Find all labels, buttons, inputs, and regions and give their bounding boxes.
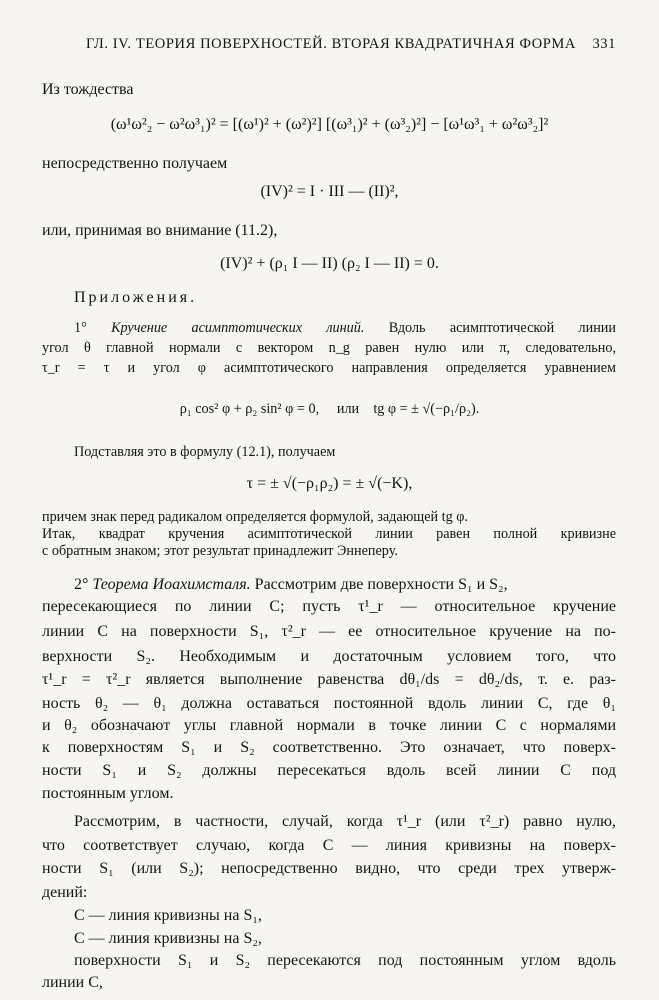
- formula-angle-or: или: [336, 401, 360, 417]
- chapter-title: ГЛ. IV. ТЕОРИЯ ПОВЕРХНОСТЕЙ. ВТОРАЯ КВАДРАТИЧНАЯ ФОРМА: [86, 36, 576, 52]
- text-line: и θ₂ обозначают углы главной нормали в точке линии C с нормалями: [42, 717, 616, 734]
- section2-number: 2°: [74, 576, 89, 593]
- section1-first-line: [42, 321, 616, 335]
- text-line: Из тождества: [42, 81, 134, 98]
- section1-number: 1°: [74, 320, 87, 336]
- text-line: к поверхностям S₁ и S₂ соответственно. Это означает, что поверх-: [42, 739, 616, 756]
- statement-item: C — линия кривизны на S₁,: [74, 907, 262, 924]
- section2-title: Теорема Иоахимсталя.: [92, 576, 251, 593]
- text-line: τ_r = τ и угол φ асимптотического направления определяется уравнением: [42, 360, 616, 376]
- text-line: линии C на поверхности S₁, τ²_r — ее относительное кручение на по-: [42, 623, 616, 640]
- formula-tau: τ = ± √(−ρ₁ρ₂) = ± √(−K),: [246, 475, 413, 492]
- text-line: дений:: [42, 884, 88, 901]
- formula-iv-expanded: (IV)² + (ρ₁ I — II) (ρ₂ I — II) = 0.: [220, 255, 439, 272]
- text-line: Итак, квадрат кручения асимптотической линии равен полной кривизне: [42, 526, 616, 542]
- text-line: причем знак перед радикалом определяется формулой, задающей tg φ.: [42, 509, 468, 525]
- text-line: τ¹_r = τ²_r является выполнение равенства dθ₁/ds = dθ₂/ds, т. е. раз-: [42, 671, 616, 688]
- formula-angle-left: ρ₁ cos² φ + ρ₂ sin² φ = 0,: [179, 401, 320, 417]
- section-heading: Приложения.: [74, 289, 198, 306]
- statement-item: линии C,: [42, 974, 103, 991]
- statement-item: C — линия кривизны на S₂,: [74, 930, 262, 947]
- text-line: верхности S₂. Необходимым и достаточным условием того, что: [42, 648, 616, 665]
- text-line: ности S₁ (или S₂); непосредственно видно, что среди трех утверж-: [42, 860, 616, 877]
- statement-item: поверхности S₁ и S₂ пересекаются под постоянным углом вдоль: [74, 952, 616, 969]
- text-line: ности S₁ и S₂ должны пересекаться вдоль всей линии C под: [42, 762, 616, 779]
- text-line: угол θ главной нормали с вектором n_g равен нулю или π, следовательно,: [42, 340, 616, 356]
- section2-line: Рассмотрим две поверхности S₁ и S₂,: [254, 576, 508, 593]
- section1-line1-rest: Вдоль асимптотической линии: [388, 320, 616, 336]
- text-line: Подставляя это в формулу (12.1), получаем: [74, 444, 336, 460]
- text-line: с обратным знаком; этот результат принадлежит Эннеперу.: [42, 543, 398, 559]
- text-line: или, принимая во внимание (11.2),: [42, 222, 278, 239]
- text-line: что соответствует случаю, когда C — линия кривизны на поверх-: [42, 837, 616, 854]
- formula-identity: (ω¹ω²₂ − ω²ω³₁)² = [(ω¹)² + (ω²)²] [(ω³₁)² + (ω³₂)²] − [ω¹ω³₁ + ω²ω³₂]²: [110, 116, 549, 133]
- text-line: ность θ₂ — θ₁ должна оставаться постоянной вдоль линии C, где θ₁: [42, 695, 616, 712]
- section1-title: Кручение асимптотических линий.: [111, 320, 365, 336]
- text-line: постоянным углом.: [42, 785, 174, 802]
- formula-angle: [0, 402, 659, 416]
- text-line: Рассмотрим, в частности, случай, когда τ¹_r (или τ²_r) равно нулю,: [74, 813, 617, 830]
- section2-first-line: [74, 577, 508, 593]
- text-line: непосредственно получаем: [42, 155, 228, 172]
- formula-iv: (IV)² = I · III — (II)²,: [260, 183, 399, 200]
- text-line: пересекающиеся по линии C; пусть τ¹_r — относительное кручение: [42, 598, 616, 615]
- formula-angle-right: tg φ = ± √(−ρ₁/ρ₂).: [373, 401, 480, 417]
- page-number: 331: [592, 36, 616, 52]
